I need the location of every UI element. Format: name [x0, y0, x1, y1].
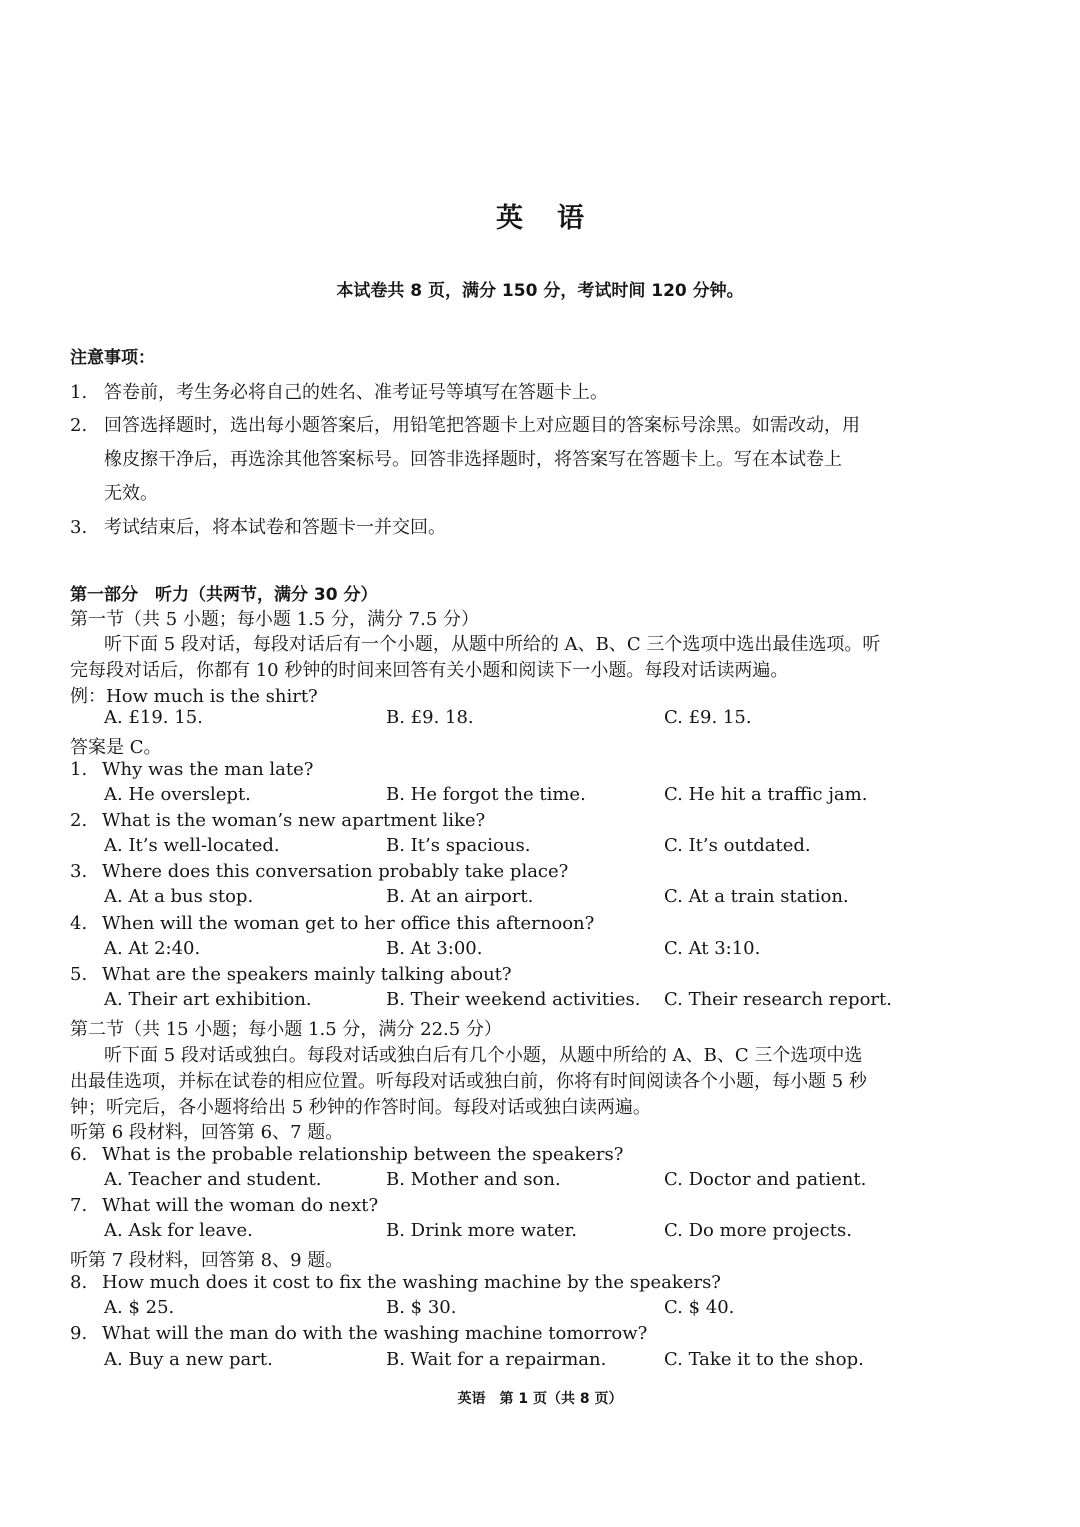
notice-number: 3.	[70, 517, 88, 538]
option-b: B. Drink more water.	[386, 1220, 577, 1241]
example-option-b: B. £9. 18.	[386, 707, 474, 728]
notice-number: 1.	[70, 382, 88, 403]
question	[70, 1272, 721, 1293]
question	[70, 1195, 378, 1216]
option-c: C. At a train station.	[664, 886, 849, 907]
option-a: A. Ask for leave.	[104, 1220, 253, 1241]
question-text: What is the probable relationship between the speakers?	[102, 1144, 624, 1165]
notice-text-continued: 橡皮擦干净后，再选涂其他答案标号。回答非选择题时，将答案写在答题卡上。写在本试卷上	[104, 449, 842, 470]
question	[70, 964, 512, 985]
option-b: B. Wait for a repairman.	[386, 1349, 607, 1370]
option-b: B. He forgot the time.	[386, 784, 586, 805]
question-number: 7.	[70, 1195, 88, 1216]
question-text: When will the woman get to her office this afternoon?	[102, 913, 595, 934]
option-a: A. $ 25.	[104, 1297, 175, 1318]
option-a: A. Buy a new part.	[104, 1349, 273, 1370]
instructions: 完每段对话后，你都有 10 秒钟的时间来回答有关小题和阅读下一小题。每段对话读两遍。	[70, 660, 789, 681]
notice-item	[70, 411, 860, 437]
option-c: C. Their research report.	[664, 989, 892, 1010]
question	[70, 1144, 623, 1165]
option-b: B. At 3:00.	[386, 938, 483, 959]
option-c: C. At 3:10.	[664, 938, 761, 959]
example-option-a: A. £19. 15.	[104, 707, 203, 728]
notice-text-continued: 无效。	[104, 483, 158, 504]
notice-text: 答卷前，考生务必将自己的姓名、准考证号等填写在答题卡上。	[104, 382, 608, 403]
question-number: 2.	[70, 810, 88, 831]
option-c: C. It’s outdated.	[664, 835, 811, 856]
notice-number: 2.	[70, 415, 88, 436]
question-text: How much does it cost to fix the washing machine by the speakers?	[102, 1272, 721, 1293]
option-b: B. At an airport.	[386, 886, 534, 907]
question-number: 8.	[70, 1272, 88, 1293]
question-number: 5.	[70, 964, 88, 985]
option-a: A. It’s well-located.	[104, 835, 280, 856]
material-heading: 听第 7 段材料，回答第 8、9 题。	[70, 1250, 344, 1271]
question-number: 4.	[70, 913, 88, 934]
section-heading: 第一节（共 5 小题；每小题 1.5 分，满分 7.5 分）	[70, 609, 480, 630]
option-a: A. At 2:40.	[104, 938, 201, 959]
instructions: 听下面 5 段对话或独白。每段对话或独白后有几个小题，从题中所给的 A、B、C 三个选项中选	[104, 1045, 863, 1066]
option-b: B. Their weekend activities.	[386, 989, 641, 1010]
notice-text: 考试结束后，将本试卷和答题卡一并交回。	[104, 517, 446, 538]
instructions: 出最佳选项，并标在试卷的相应位置。听每段对话或独白前，你将有时间阅读各个小题，每小题 5 秒	[70, 1071, 867, 1092]
example-option-c: C. £9. 15.	[664, 707, 752, 728]
exam-info: 本试卷共 8 页，满分 150 分，考试时间 120 分钟。	[336, 281, 744, 301]
question-number: 9.	[70, 1323, 88, 1344]
example-answer: 答案是 C。	[70, 737, 162, 758]
question-text: Where does this conversation probably take place?	[102, 861, 569, 882]
option-c: C. He hit a traffic jam.	[664, 784, 868, 805]
option-a: A. Their art exhibition.	[104, 989, 312, 1010]
option-c: C. Take it to the shop.	[664, 1349, 864, 1370]
page-footer: 英语 第 1 页（共 8 页）	[457, 1391, 623, 1407]
option-c: C. Do more projects.	[664, 1220, 852, 1241]
question-number: 1.	[70, 759, 88, 780]
option-c: C. $ 40.	[664, 1297, 735, 1318]
notice-item	[70, 513, 446, 539]
instructions: 听下面 5 段对话，每段对话后有一个小题，从题中所给的 A、B、C 三个选项中选出最佳选项。听	[104, 634, 881, 655]
notice-item	[70, 378, 608, 404]
option-a: A. At a bus stop.	[104, 886, 254, 907]
option-b: B. It’s spacious.	[386, 835, 531, 856]
option-a: A. He overslept.	[104, 784, 251, 805]
option-b: B. $ 30.	[386, 1297, 457, 1318]
option-c: C. Doctor and patient.	[664, 1169, 867, 1190]
part-heading: 第一部分 听力（共两节，满分 30 分）	[70, 585, 378, 605]
question	[70, 913, 594, 934]
option-a: A. Teacher and student.	[104, 1169, 322, 1190]
notice-heading: 注意事项：	[70, 348, 155, 368]
question-text: What are the speakers mainly talking about?	[102, 964, 512, 985]
question-number: 3.	[70, 861, 88, 882]
page-title: 英语	[496, 203, 618, 234]
question	[70, 810, 485, 831]
question	[70, 1323, 647, 1344]
example-question: 例：How much is the shirt?	[70, 686, 318, 707]
question-number: 6.	[70, 1144, 88, 1165]
question	[70, 759, 313, 780]
question-text: Why was the man late?	[102, 759, 314, 780]
option-b: B. Mother and son.	[386, 1169, 561, 1190]
instructions: 钟；听完后，各小题将给出 5 秒钟的作答时间。每段对话或独白读两遍。	[70, 1097, 651, 1118]
section-heading: 第二节（共 15 小题；每小题 1.5 分，满分 22.5 分）	[70, 1019, 502, 1040]
material-heading: 听第 6 段材料，回答第 6、7 题。	[70, 1122, 344, 1143]
question-text: What will the woman do next?	[102, 1195, 379, 1216]
question-text: What is the woman’s new apartment like?	[102, 810, 486, 831]
question	[70, 861, 568, 882]
notice-text: 回答选择题时，选出每小题答案后，用铅笔把答题卡上对应题目的答案标号涂黑。如需改动，用	[104, 415, 860, 436]
question-text: What will the man do with the washing machine tomorrow?	[102, 1323, 648, 1344]
